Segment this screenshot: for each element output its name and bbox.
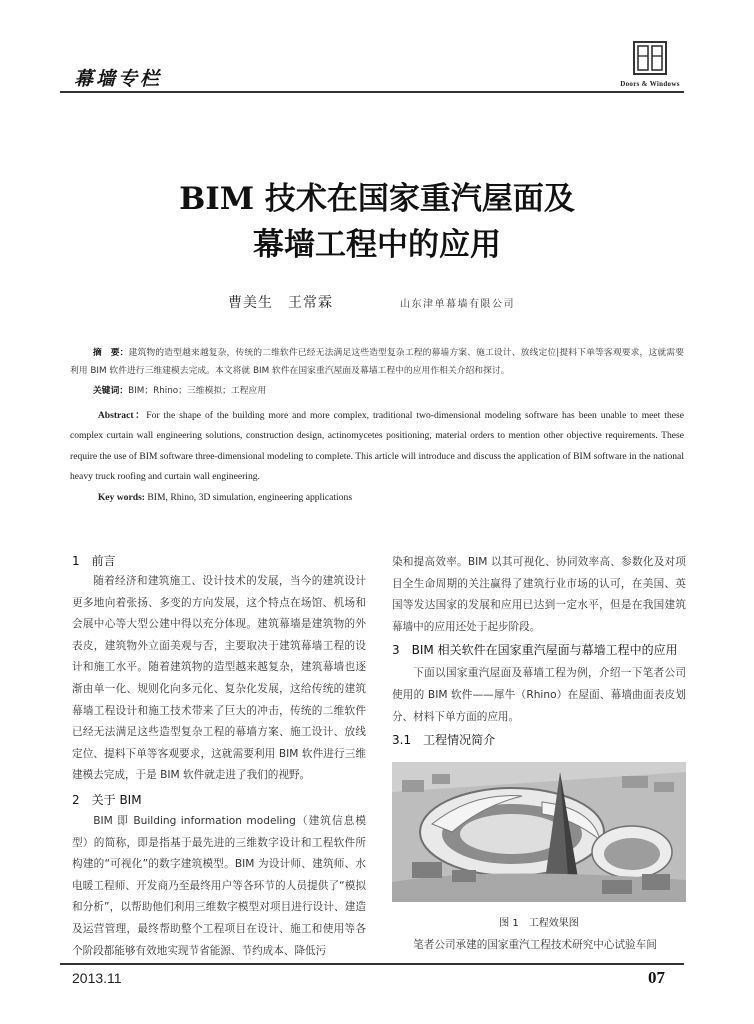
building-rendering-image (392, 762, 686, 902)
section-3-heading: 3 BIM 相关软件在国家重汽屋面与幕墙工程中的应用 (392, 643, 678, 658)
section-1-paragraph: 随着经济和建筑施工、设计技术的发展，当今的建筑设计更多地向着张扬、多变的方向发展，这个特点在场馆、机场和会展中心等大型公建中得以充分体现。建筑幕墙是建筑物的外表皮，建筑物外立面美观与否，主要取决于建筑幕墙工程的设计和施工水平。随着建筑物的造型越来越复杂，建筑幕墙也逐渐由单一化、规则化向多元化、复杂化发展，这给传统的建筑幕墙工程设计和施工技术带来了巨大的冲击，传统的二维软件已经无法满足这些造型复杂工程的幕墙方案、施工设计、放线定位、提料下单等客观要求，这就需要利用 BIM 软件进行三维建模去完成，于是 BIM 软件就走进了我们的视野。 (72, 575, 366, 782)
authors: 曹美生 王常霖 (228, 295, 333, 311)
abstract-en-label: Abstract： (97, 410, 147, 421)
section-1-heading: 1 前言 (72, 554, 116, 568)
figure-rendering (392, 762, 686, 902)
right-column (392, 552, 686, 750)
title-line-1: BIM 技术在国家重汽屋面及 (179, 181, 575, 217)
abstract-cn-label: 摘 要： (92, 348, 129, 358)
affiliation: 山东津单幕墙有限公司 (400, 299, 515, 310)
section-2-paragraph: BIM 即 Building information modeling（建筑信息模型）的简称，即是指基于最先进的三维数字设计和工程软件所构建的“可视化”的数字建筑模型。BIM 为设计师、建筑师、水电暖工程师、开发商乃至最终用户等各环节的人员提供了“模拟和分析”，以帮助他们利用三维数字模型对项目进行设计、建造及运营管理，最终帮助整个工程项目在设计、施工和使用等各个阶段都能够有效地实现节省能源、节约成本、降低污 (72, 814, 366, 957)
section-3-paragraph: 下面以国家重汽屋面及幕墙工程为例，介绍一下笔者公司使用的 BIM 软件——犀牛（Rhino）在屋面、幕墙曲面表皮划分、材料下单方面的应用。 (392, 667, 686, 723)
section-2-continuation: 染和提高效率。BIM 以其可视化、协同效率高、参数化及对项目全生命周期的关注赢得了建筑行业市场的认可，在美国、英国等发达国家的发展和应用已达到一定水平，但是在我国建筑幕墙中的应用还处于起步阶段。 (392, 556, 686, 633)
left-column (72, 551, 366, 962)
abstract-cn (70, 344, 684, 400)
section-2-heading: 2 关于 BIM (72, 792, 142, 807)
abstract-en (70, 406, 684, 508)
abstract-en-text: For the shape of the building more and more complex, traditional two-dimensional modeling software has been unable to meet these complex curtain wall engineering solutions, construction design, actinomycetes positioning, material orders to mention other objective requirements. These require the use of BIM software three-dimensional modeling to complete. This article will introduce and discuss the application of BIM software in the national heavy truck roofing and curtain wall engineering. (70, 410, 685, 483)
window-icon (632, 40, 668, 76)
abstract-cn-text: 建筑物的造型越来越复杂，传统的二维软件已经无法满足这些造型复杂工程的幕墙方案、施工设计、放线定位|提料下单等客观要求，这就需要利用 BIM 软件进行三维建模去完成。本文将就 BIM 软件在国家重汽屋面及幕墙工程中的应用作相关介绍和探讨。 (70, 348, 684, 376)
section-label: 幕墙专栏 (74, 68, 163, 90)
section-3-1-heading: 3.1 工程情况简介 (392, 733, 496, 748)
page-number: 07 (648, 968, 665, 987)
keywords-en: BIM, Rhino, 3D simulation, engineering applications (147, 491, 353, 503)
issue-date: 2013.11 (72, 970, 122, 986)
title-line-2: 幕墙工程中的应用 (253, 227, 501, 263)
keywords-cn: BIM；Rhino；三维模拟；工程应用 (128, 386, 267, 396)
figure-caption: 图 1 工程效果图 (499, 918, 579, 929)
keywords-cn-label: 关键词： (92, 386, 129, 396)
logo-text: Doors & Windows (620, 80, 680, 88)
keywords-en-label: Key words: (97, 491, 145, 503)
right-column-last-line: 笔者公司承建的国家重汽工程技术研究中心试验车间 (413, 939, 657, 951)
footer-rule (60, 963, 684, 965)
doors-windows-logo (612, 40, 688, 90)
header-rule (60, 91, 684, 93)
article-title (60, 176, 694, 268)
